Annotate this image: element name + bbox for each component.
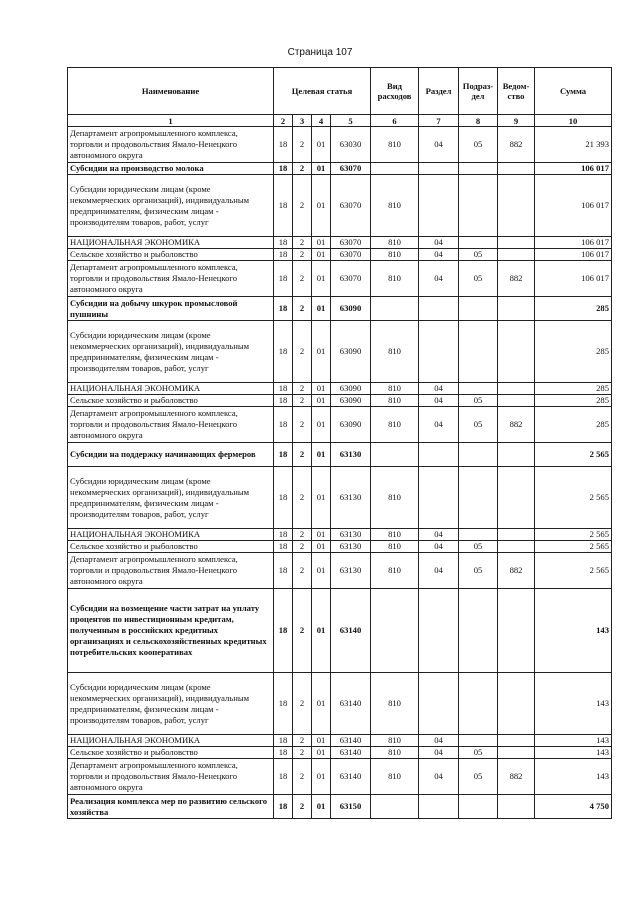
column-number: 5 <box>331 115 371 127</box>
cell-podrazdel <box>459 443 498 467</box>
cell-podrazdel: 05 <box>459 407 498 443</box>
cell-razdel: 04 <box>419 407 459 443</box>
table-row <box>68 395 612 407</box>
cell-razdel <box>419 297 459 321</box>
table-row <box>68 541 612 553</box>
column-number: 4 <box>312 115 331 127</box>
cell-target-1: 18 <box>274 175 293 237</box>
cell-target-1: 18 <box>274 795 293 819</box>
cell-summa: 143 <box>535 759 612 795</box>
cell-razdel <box>419 673 459 735</box>
column-number: 1 <box>68 115 274 127</box>
cell-target-3: 01 <box>312 249 331 261</box>
column-header-razdel: Раздел <box>419 68 459 115</box>
cell-vedomstvo <box>498 175 535 237</box>
cell-target-4: 63130 <box>331 443 371 467</box>
table-row <box>68 383 612 395</box>
cell-target-3: 01 <box>312 261 331 297</box>
cell-razdel <box>419 443 459 467</box>
cell-target-4: 63140 <box>331 673 371 735</box>
table-row <box>68 163 612 175</box>
cell-podrazdel <box>459 735 498 747</box>
cell-name: Сельское хозяйство и рыболовство <box>68 747 274 759</box>
cell-razdel: 04 <box>419 759 459 795</box>
cell-target-2: 2 <box>293 541 312 553</box>
cell-target-2: 2 <box>293 795 312 819</box>
table-row <box>68 443 612 467</box>
cell-summa: 143 <box>535 747 612 759</box>
cell-target-3: 01 <box>312 553 331 589</box>
cell-name: Реализация комплекса мер по развитию сельского хозяйства <box>68 795 274 819</box>
cell-vid: 810 <box>371 759 419 795</box>
cell-target-2: 2 <box>293 467 312 529</box>
cell-name: Сельское хозяйство и рыболовство <box>68 249 274 261</box>
cell-target-2: 2 <box>293 443 312 467</box>
cell-target-3: 01 <box>312 321 331 383</box>
cell-target-4: 63150 <box>331 795 371 819</box>
cell-vid <box>371 589 419 673</box>
table-row <box>68 673 612 735</box>
cell-target-4: 63140 <box>331 759 371 795</box>
budget-table <box>67 67 612 819</box>
cell-razdel: 04 <box>419 541 459 553</box>
cell-target-2: 2 <box>293 261 312 297</box>
cell-name: Департамент агропромышленного комплекса, торговли и продовольствия Ямало-Ненецкого автономного округа <box>68 407 274 443</box>
cell-target-1: 18 <box>274 261 293 297</box>
cell-vedomstvo <box>498 383 535 395</box>
cell-podrazdel <box>459 673 498 735</box>
cell-target-4: 63140 <box>331 747 371 759</box>
cell-razdel: 04 <box>419 249 459 261</box>
cell-vid: 810 <box>371 395 419 407</box>
cell-target-2: 2 <box>293 553 312 589</box>
cell-target-3: 01 <box>312 163 331 175</box>
cell-name: Субсидии на производство молока <box>68 163 274 175</box>
cell-target-3: 01 <box>312 443 331 467</box>
cell-target-4: 63130 <box>331 529 371 541</box>
cell-target-1: 18 <box>274 529 293 541</box>
cell-target-3: 01 <box>312 747 331 759</box>
table-row <box>68 759 612 795</box>
cell-vid: 810 <box>371 735 419 747</box>
cell-vedomstvo <box>498 321 535 383</box>
cell-target-1: 18 <box>274 127 293 163</box>
cell-podrazdel: 05 <box>459 759 498 795</box>
column-number: 10 <box>535 115 612 127</box>
cell-target-2: 2 <box>293 529 312 541</box>
cell-target-1: 18 <box>274 553 293 589</box>
table-row <box>68 407 612 443</box>
cell-target-1: 18 <box>274 395 293 407</box>
cell-target-1: 18 <box>274 759 293 795</box>
cell-target-3: 01 <box>312 407 331 443</box>
cell-podrazdel: 05 <box>459 127 498 163</box>
cell-target-3: 01 <box>312 529 331 541</box>
table-row <box>68 553 612 589</box>
cell-name: Субсидии на возмещение части затрат на уплату процентов по инвестиционным кредитам, полученным в российских кредитных организациях и сельскохозяйственных кредитных потребительских кооперативах <box>68 589 274 673</box>
cell-target-4: 63070 <box>331 175 371 237</box>
cell-target-3: 01 <box>312 795 331 819</box>
cell-vedomstvo <box>498 795 535 819</box>
cell-target-1: 18 <box>274 237 293 249</box>
cell-vid: 810 <box>371 383 419 395</box>
cell-name: Департамент агропромышленного комплекса, торговли и продовольствия Ямало-Ненецкого автономного округа <box>68 261 274 297</box>
cell-vid: 810 <box>371 673 419 735</box>
cell-target-4: 63140 <box>331 735 371 747</box>
cell-podrazdel <box>459 529 498 541</box>
table-row <box>68 747 612 759</box>
cell-name: Субсидии юридическим лицам (кроме некоммерческих организаций), индивидуальным предпринимателям, физическим лицам - производителям товаров, работ, услуг <box>68 175 274 237</box>
cell-target-2: 2 <box>293 249 312 261</box>
cell-summa: 285 <box>535 407 612 443</box>
cell-vid <box>371 443 419 467</box>
cell-podrazdel: 05 <box>459 747 498 759</box>
cell-razdel: 04 <box>419 127 459 163</box>
cell-name: Департамент агропромышленного комплекса, торговли и продовольствия Ямало-Ненецкого автономного округа <box>68 553 274 589</box>
cell-razdel <box>419 589 459 673</box>
cell-vedomstvo: 882 <box>498 553 535 589</box>
table-body <box>68 127 612 819</box>
cell-vedomstvo <box>498 735 535 747</box>
cell-target-4: 63130 <box>331 541 371 553</box>
cell-summa: 285 <box>535 297 612 321</box>
cell-name: Субсидии юридическим лицам (кроме некоммерческих организаций), индивидуальным предпринимателям, физическим лицам - производителям товаров, работ, услуг <box>68 321 274 383</box>
cell-razdel: 04 <box>419 261 459 297</box>
cell-target-2: 2 <box>293 237 312 249</box>
cell-vedomstvo <box>498 249 535 261</box>
cell-target-2: 2 <box>293 395 312 407</box>
cell-summa: 143 <box>535 589 612 673</box>
cell-target-4: 63090 <box>331 395 371 407</box>
column-header-summa: Сумма <box>535 68 612 115</box>
cell-target-3: 01 <box>312 541 331 553</box>
cell-podrazdel: 05 <box>459 395 498 407</box>
cell-summa: 106 017 <box>535 249 612 261</box>
cell-target-1: 18 <box>274 297 293 321</box>
cell-podrazdel <box>459 383 498 395</box>
column-number: 7 <box>419 115 459 127</box>
cell-vid: 810 <box>371 467 419 529</box>
cell-target-3: 01 <box>312 175 331 237</box>
cell-podrazdel <box>459 467 498 529</box>
cell-target-2: 2 <box>293 589 312 673</box>
cell-target-2: 2 <box>293 759 312 795</box>
cell-name: Субсидии юридическим лицам (кроме некоммерческих организаций), индивидуальным предпринимателям, физическим лицам - производителям товаров, работ, услуг <box>68 467 274 529</box>
cell-razdel: 04 <box>419 383 459 395</box>
cell-target-4: 63070 <box>331 249 371 261</box>
cell-vid: 810 <box>371 747 419 759</box>
cell-vid: 810 <box>371 175 419 237</box>
table-row <box>68 127 612 163</box>
column-number: 6 <box>371 115 419 127</box>
cell-vid <box>371 163 419 175</box>
cell-target-4: 63140 <box>331 589 371 673</box>
cell-target-3: 01 <box>312 673 331 735</box>
cell-target-1: 18 <box>274 321 293 383</box>
cell-vedomstvo <box>498 673 535 735</box>
cell-vid: 810 <box>371 261 419 297</box>
cell-target-2: 2 <box>293 321 312 383</box>
cell-target-2: 2 <box>293 297 312 321</box>
cell-razdel: 04 <box>419 747 459 759</box>
cell-summa: 106 017 <box>535 175 612 237</box>
cell-vedomstvo <box>498 237 535 249</box>
cell-podrazdel <box>459 589 498 673</box>
table-row <box>68 467 612 529</box>
column-header-name: Наименование <box>68 68 274 115</box>
column-number: 9 <box>498 115 535 127</box>
cell-razdel: 04 <box>419 529 459 541</box>
cell-name: Субсидии юридическим лицам (кроме некоммерческих организаций), индивидуальным предпринимателям, физическим лицам - производителям товаров, работ, услуг <box>68 673 274 735</box>
cell-vedomstvo: 882 <box>498 261 535 297</box>
cell-podrazdel <box>459 163 498 175</box>
cell-target-4: 63090 <box>331 321 371 383</box>
cell-summa: 143 <box>535 735 612 747</box>
cell-target-1: 18 <box>274 383 293 395</box>
cell-name: НАЦИОНАЛЬНАЯ ЭКОНОМИКА <box>68 383 274 395</box>
cell-podrazdel <box>459 321 498 383</box>
cell-target-1: 18 <box>274 467 293 529</box>
table-row <box>68 261 612 297</box>
cell-name: Сельское хозяйство и рыболовство <box>68 395 274 407</box>
cell-target-1: 18 <box>274 407 293 443</box>
table-row <box>68 321 612 383</box>
cell-vedomstvo <box>498 589 535 673</box>
cell-summa: 21 393 <box>535 127 612 163</box>
cell-razdel: 04 <box>419 735 459 747</box>
cell-target-4: 63090 <box>331 383 371 395</box>
column-header-target: Целевая статья <box>274 68 371 115</box>
cell-target-2: 2 <box>293 673 312 735</box>
cell-target-4: 63130 <box>331 467 371 529</box>
cell-vid: 810 <box>371 407 419 443</box>
cell-razdel <box>419 175 459 237</box>
cell-podrazdel <box>459 237 498 249</box>
cell-target-3: 01 <box>312 297 331 321</box>
cell-vid <box>371 795 419 819</box>
cell-target-4: 63130 <box>331 553 371 589</box>
cell-target-2: 2 <box>293 747 312 759</box>
cell-summa: 285 <box>535 383 612 395</box>
cell-target-4: 63070 <box>331 237 371 249</box>
cell-razdel <box>419 163 459 175</box>
cell-vid: 810 <box>371 249 419 261</box>
table-row <box>68 795 612 819</box>
cell-vedomstvo <box>498 541 535 553</box>
cell-target-1: 18 <box>274 443 293 467</box>
column-number: 3 <box>293 115 312 127</box>
cell-podrazdel: 05 <box>459 249 498 261</box>
cell-vedomstvo: 882 <box>498 127 535 163</box>
cell-vid: 810 <box>371 237 419 249</box>
cell-name: Департамент агропромышленного комплекса, торговли и продовольствия Ямало-Ненецкого автономного округа <box>68 759 274 795</box>
cell-razdel: 04 <box>419 395 459 407</box>
cell-target-2: 2 <box>293 383 312 395</box>
cell-vid: 810 <box>371 321 419 383</box>
cell-razdel <box>419 467 459 529</box>
cell-podrazdel: 05 <box>459 261 498 297</box>
cell-vedomstvo <box>498 163 535 175</box>
column-number: 8 <box>459 115 498 127</box>
cell-summa: 2 565 <box>535 529 612 541</box>
table-row <box>68 529 612 541</box>
table-row <box>68 297 612 321</box>
cell-name: Субсидии на добычу шкурок промысловой пушнины <box>68 297 274 321</box>
cell-summa: 2 565 <box>535 553 612 589</box>
cell-vid: 810 <box>371 553 419 589</box>
table-row <box>68 249 612 261</box>
cell-summa: 106 017 <box>535 163 612 175</box>
table-row <box>68 735 612 747</box>
column-header-vedomstvo: Ведом-ство <box>498 68 535 115</box>
column-header-podrazdel: Подраз-дел <box>459 68 498 115</box>
cell-target-4: 63030 <box>331 127 371 163</box>
cell-target-4: 63090 <box>331 297 371 321</box>
cell-vedomstvo: 882 <box>498 759 535 795</box>
cell-name: Субсидии на поддержку начинающих фермеров <box>68 443 274 467</box>
cell-name: НАЦИОНАЛЬНАЯ ЭКОНОМИКА <box>68 237 274 249</box>
cell-podrazdel <box>459 175 498 237</box>
cell-vedomstvo: 882 <box>498 407 535 443</box>
cell-target-1: 18 <box>274 589 293 673</box>
cell-target-1: 18 <box>274 735 293 747</box>
cell-podrazdel: 05 <box>459 553 498 589</box>
column-header-vid: Вид расходов <box>371 68 419 115</box>
cell-razdel: 04 <box>419 237 459 249</box>
cell-vid: 810 <box>371 127 419 163</box>
cell-summa: 2 565 <box>535 467 612 529</box>
cell-target-1: 18 <box>274 747 293 759</box>
cell-summa: 106 017 <box>535 237 612 249</box>
table-row <box>68 175 612 237</box>
cell-target-4: 63070 <box>331 261 371 297</box>
cell-razdel <box>419 795 459 819</box>
cell-target-2: 2 <box>293 407 312 443</box>
cell-target-2: 2 <box>293 735 312 747</box>
cell-vid <box>371 297 419 321</box>
table-row <box>68 589 612 673</box>
cell-vid: 810 <box>371 541 419 553</box>
cell-podrazdel: 05 <box>459 541 498 553</box>
cell-name: Департамент агропромышленного комплекса, торговли и продовольствия Ямало-Ненецкого автономного округа <box>68 127 274 163</box>
cell-target-1: 18 <box>274 163 293 175</box>
cell-target-4: 63090 <box>331 407 371 443</box>
table-row <box>68 237 612 249</box>
cell-target-3: 01 <box>312 127 331 163</box>
cell-summa: 143 <box>535 673 612 735</box>
cell-vedomstvo <box>498 443 535 467</box>
cell-summa: 285 <box>535 395 612 407</box>
cell-summa: 4 750 <box>535 795 612 819</box>
cell-target-4: 63070 <box>331 163 371 175</box>
cell-vedomstvo <box>498 747 535 759</box>
cell-target-3: 01 <box>312 759 331 795</box>
cell-razdel <box>419 321 459 383</box>
cell-summa: 2 565 <box>535 541 612 553</box>
cell-target-3: 01 <box>312 395 331 407</box>
cell-target-1: 18 <box>274 673 293 735</box>
cell-target-1: 18 <box>274 249 293 261</box>
cell-name: Сельское хозяйство и рыболовство <box>68 541 274 553</box>
cell-target-2: 2 <box>293 163 312 175</box>
cell-target-3: 01 <box>312 735 331 747</box>
cell-summa: 106 017 <box>535 261 612 297</box>
cell-target-2: 2 <box>293 127 312 163</box>
cell-vedomstvo <box>498 467 535 529</box>
cell-target-3: 01 <box>312 467 331 529</box>
cell-vedomstvo <box>498 297 535 321</box>
column-number: 2 <box>274 115 293 127</box>
cell-target-2: 2 <box>293 175 312 237</box>
cell-target-3: 01 <box>312 589 331 673</box>
cell-target-1: 18 <box>274 541 293 553</box>
page-header: Страница 107 <box>287 47 353 58</box>
cell-target-3: 01 <box>312 383 331 395</box>
cell-summa: 2 565 <box>535 443 612 467</box>
cell-razdel: 04 <box>419 553 459 589</box>
cell-podrazdel <box>459 297 498 321</box>
cell-podrazdel <box>459 795 498 819</box>
cell-name: НАЦИОНАЛЬНАЯ ЭКОНОМИКА <box>68 735 274 747</box>
cell-vedomstvo <box>498 395 535 407</box>
cell-vedomstvo <box>498 529 535 541</box>
cell-name: НАЦИОНАЛЬНАЯ ЭКОНОМИКА <box>68 529 274 541</box>
cell-summa: 285 <box>535 321 612 383</box>
cell-vid: 810 <box>371 529 419 541</box>
cell-target-3: 01 <box>312 237 331 249</box>
